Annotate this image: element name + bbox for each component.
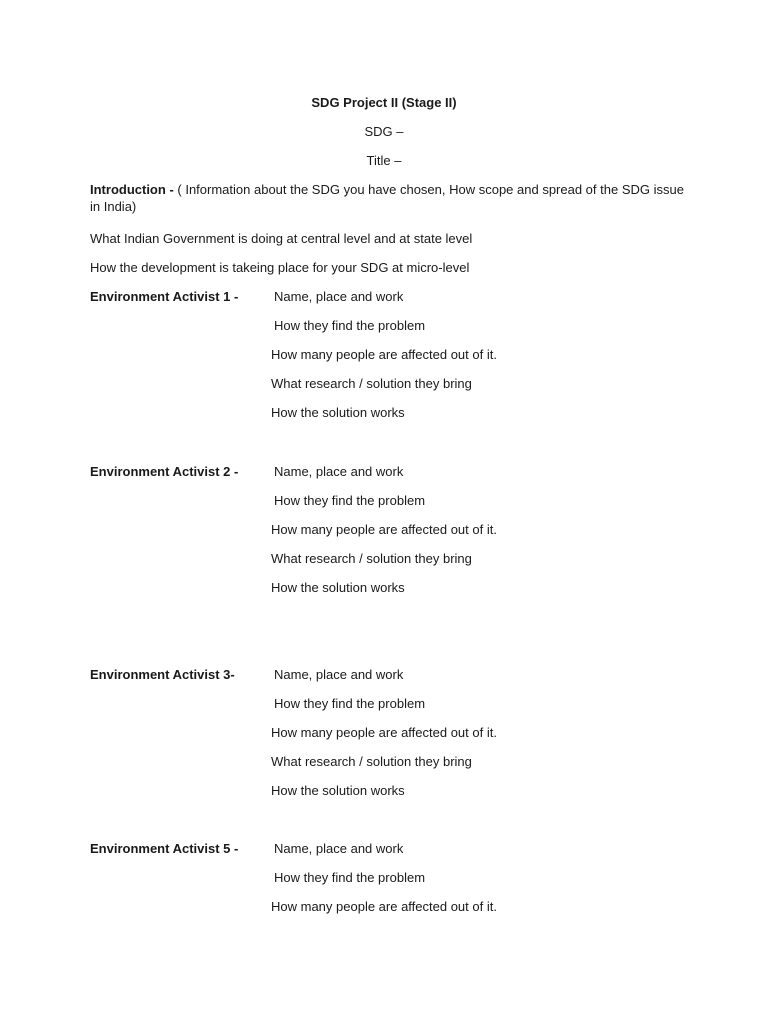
activist-5-item: How they find the problem xyxy=(274,870,426,885)
activist-3-item: Name, place and work xyxy=(274,667,404,682)
activist-1-label: Environment Activist 1 - xyxy=(90,289,239,304)
activist-1-item: Name, place and work xyxy=(274,289,404,304)
activist-1-item: How the solution works xyxy=(271,405,405,420)
sdg-line: SDG – xyxy=(364,124,404,139)
activist-1-item: How many people are affected out of it. xyxy=(271,347,497,362)
activist-2-item: How the solution works xyxy=(271,580,405,595)
government-line: What Indian Government is doing at central level and at state level xyxy=(90,231,473,246)
development-line: How the development is takeing place for your SDG at micro-level xyxy=(90,260,470,275)
activist-3-item: How the solution works xyxy=(271,783,405,798)
activist-5-item: Name, place and work xyxy=(274,841,404,856)
activist-1-item: How they find the problem xyxy=(274,318,426,333)
introduction-label: Introduction xyxy=(90,182,166,197)
activist-5-item: How many people are affected out of it. xyxy=(271,899,497,914)
document-title: SDG Project II (Stage II) xyxy=(311,95,457,110)
introduction-paragraph xyxy=(90,181,690,215)
activist-5-label: Environment Activist 5 - xyxy=(90,841,239,856)
activist-3-item: How many people are affected out of it. xyxy=(271,725,497,740)
activist-2-item: Name, place and work xyxy=(274,464,404,479)
activist-3-label: Environment Activist 3- xyxy=(90,667,235,682)
activist-1-item: What research / solution they bring xyxy=(271,376,472,391)
activist-2-item: How they find the problem xyxy=(274,493,426,508)
introduction-dash: - xyxy=(165,182,174,197)
introduction-text: ( Information about the SDG you have chosen, How scope and spread of the SDG issue in India) xyxy=(90,182,684,214)
activist-2-item: How many people are affected out of it. xyxy=(271,522,497,537)
title-line: Title – xyxy=(366,153,402,168)
activist-2-item: What research / solution they bring xyxy=(271,551,472,566)
activist-3-item: How they find the problem xyxy=(274,696,426,711)
activist-2-label: Environment Activist 2 - xyxy=(90,464,239,479)
activist-3-item: What research / solution they bring xyxy=(271,754,472,769)
